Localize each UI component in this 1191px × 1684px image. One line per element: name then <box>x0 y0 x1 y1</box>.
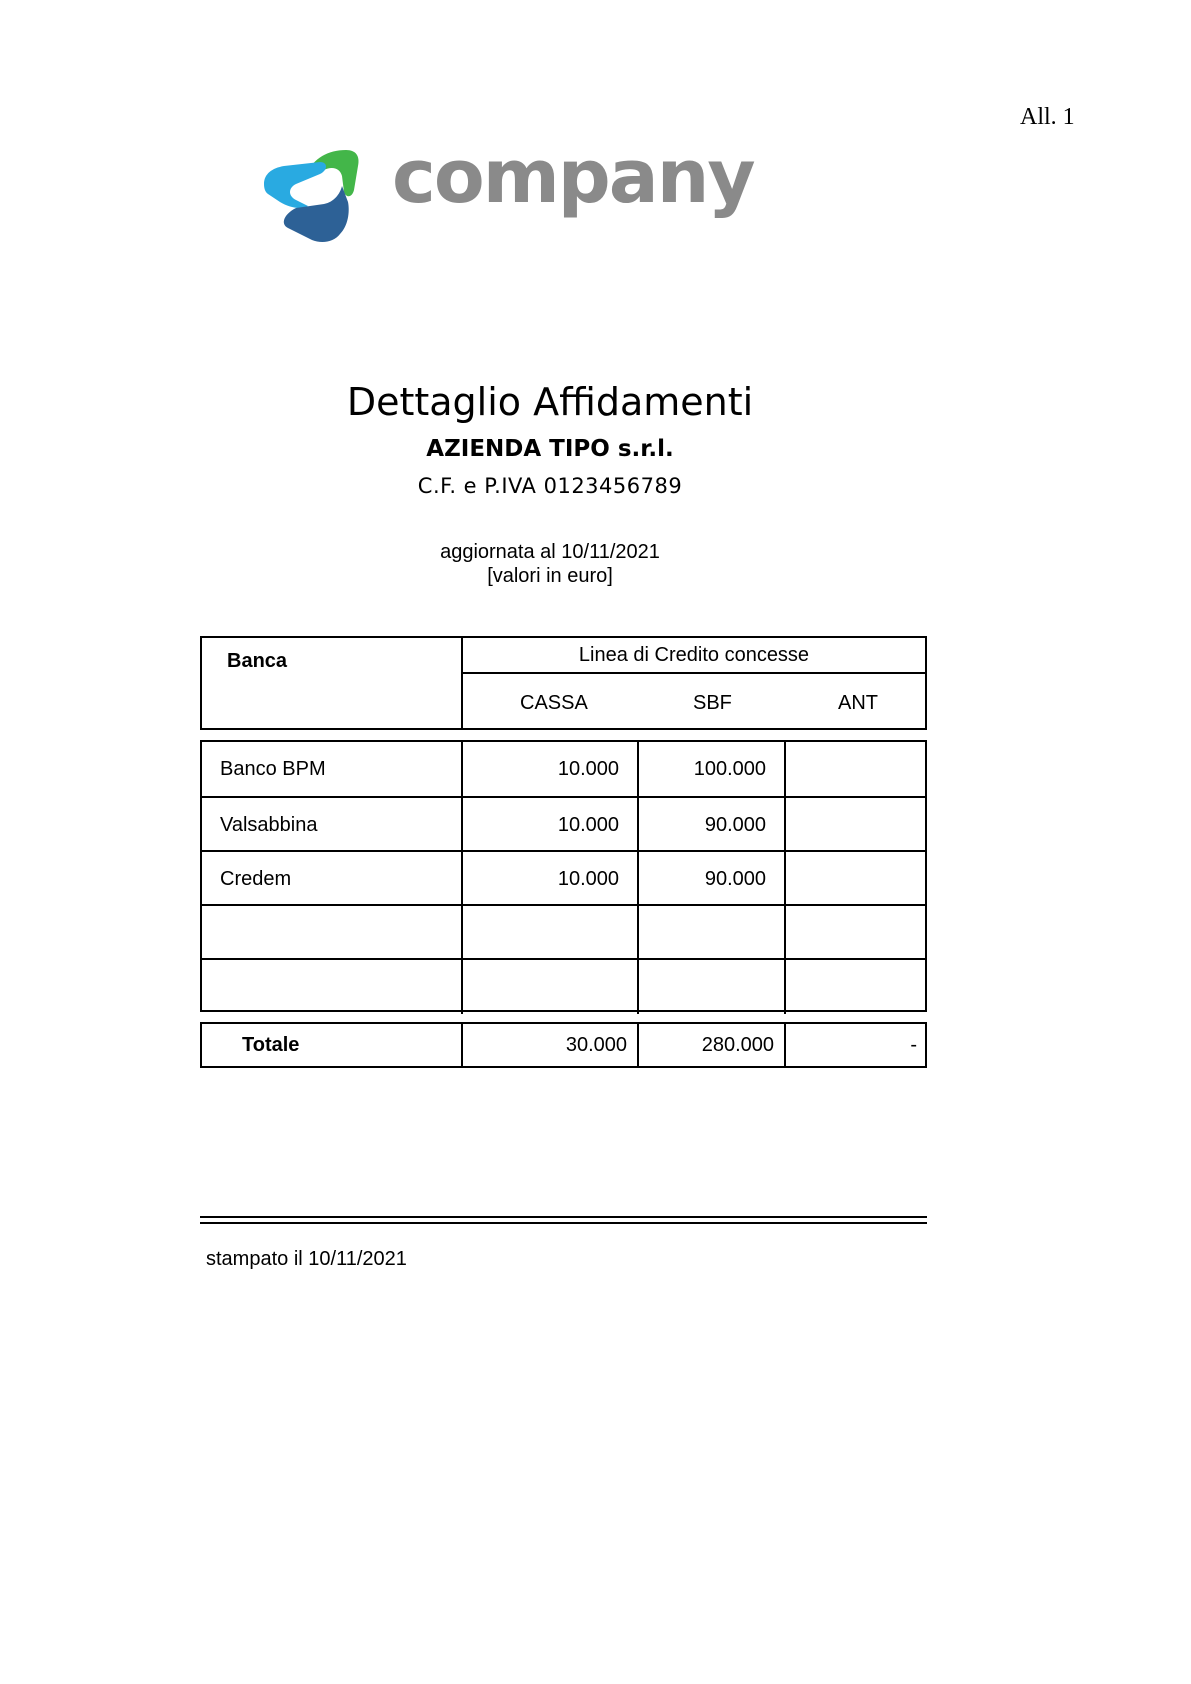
company-name: AZIENDA TIPO s.r.l. <box>426 436 674 462</box>
cassa-value <box>461 906 637 960</box>
ant-value <box>784 906 927 960</box>
ant-value <box>784 798 927 852</box>
column-header-cassa: CASSA <box>520 692 588 714</box>
ant-value <box>784 852 927 906</box>
bank-name: Credem <box>220 868 292 890</box>
ant-value <box>784 960 927 1014</box>
column-header-ant: ANT <box>838 692 878 714</box>
units-note: [valori in euro] <box>487 565 613 587</box>
table-header <box>200 636 927 730</box>
cassa-value: 10.000 <box>461 798 637 852</box>
header-divider <box>461 672 925 674</box>
total-cassa: 30.000 <box>461 1024 637 1066</box>
sbf-value: 100.000 <box>637 742 784 796</box>
credit-lines-header: Linea di Credito concesse <box>578 644 810 666</box>
total-ant: - <box>784 1024 927 1066</box>
sbf-value: 90.000 <box>637 798 784 852</box>
double-divider <box>200 1216 927 1224</box>
page-title: Dettaglio Affidamenti <box>346 380 754 424</box>
printed-date: stampato il 10/11/2021 <box>206 1248 407 1270</box>
ant-value <box>784 742 927 796</box>
credit-table <box>200 740 927 1012</box>
bank-name <box>202 906 461 960</box>
sbf-value: 90.000 <box>637 852 784 906</box>
company-logo-wordmark: company <box>392 134 754 220</box>
bank-name <box>202 960 461 1014</box>
table-row <box>202 958 925 1014</box>
column-header-sbf: SBF <box>693 692 732 714</box>
company-logo-icon <box>262 146 372 246</box>
total-row <box>200 1022 927 1068</box>
sbf-value <box>637 960 784 1014</box>
tax-id: C.F. e P.IVA 0123456789 <box>417 474 683 498</box>
bank-name: Banco BPM <box>220 758 326 780</box>
table-row <box>202 796 925 852</box>
sbf-value <box>637 906 784 960</box>
cassa-value <box>461 960 637 1014</box>
cassa-value: 10.000 <box>461 852 637 906</box>
table-row <box>202 742 925 796</box>
bank-column-header: Banca <box>227 650 288 672</box>
table-row <box>202 904 925 960</box>
table-row <box>202 850 925 906</box>
bank-name: Valsabbina <box>220 814 318 836</box>
cassa-value: 10.000 <box>461 742 637 796</box>
total-sbf: 280.000 <box>637 1024 784 1066</box>
attachment-label: All. 1 <box>1020 104 1075 130</box>
updated-date: aggiornata al 10/11/2021 <box>440 541 660 563</box>
total-label: Totale <box>242 1034 300 1056</box>
